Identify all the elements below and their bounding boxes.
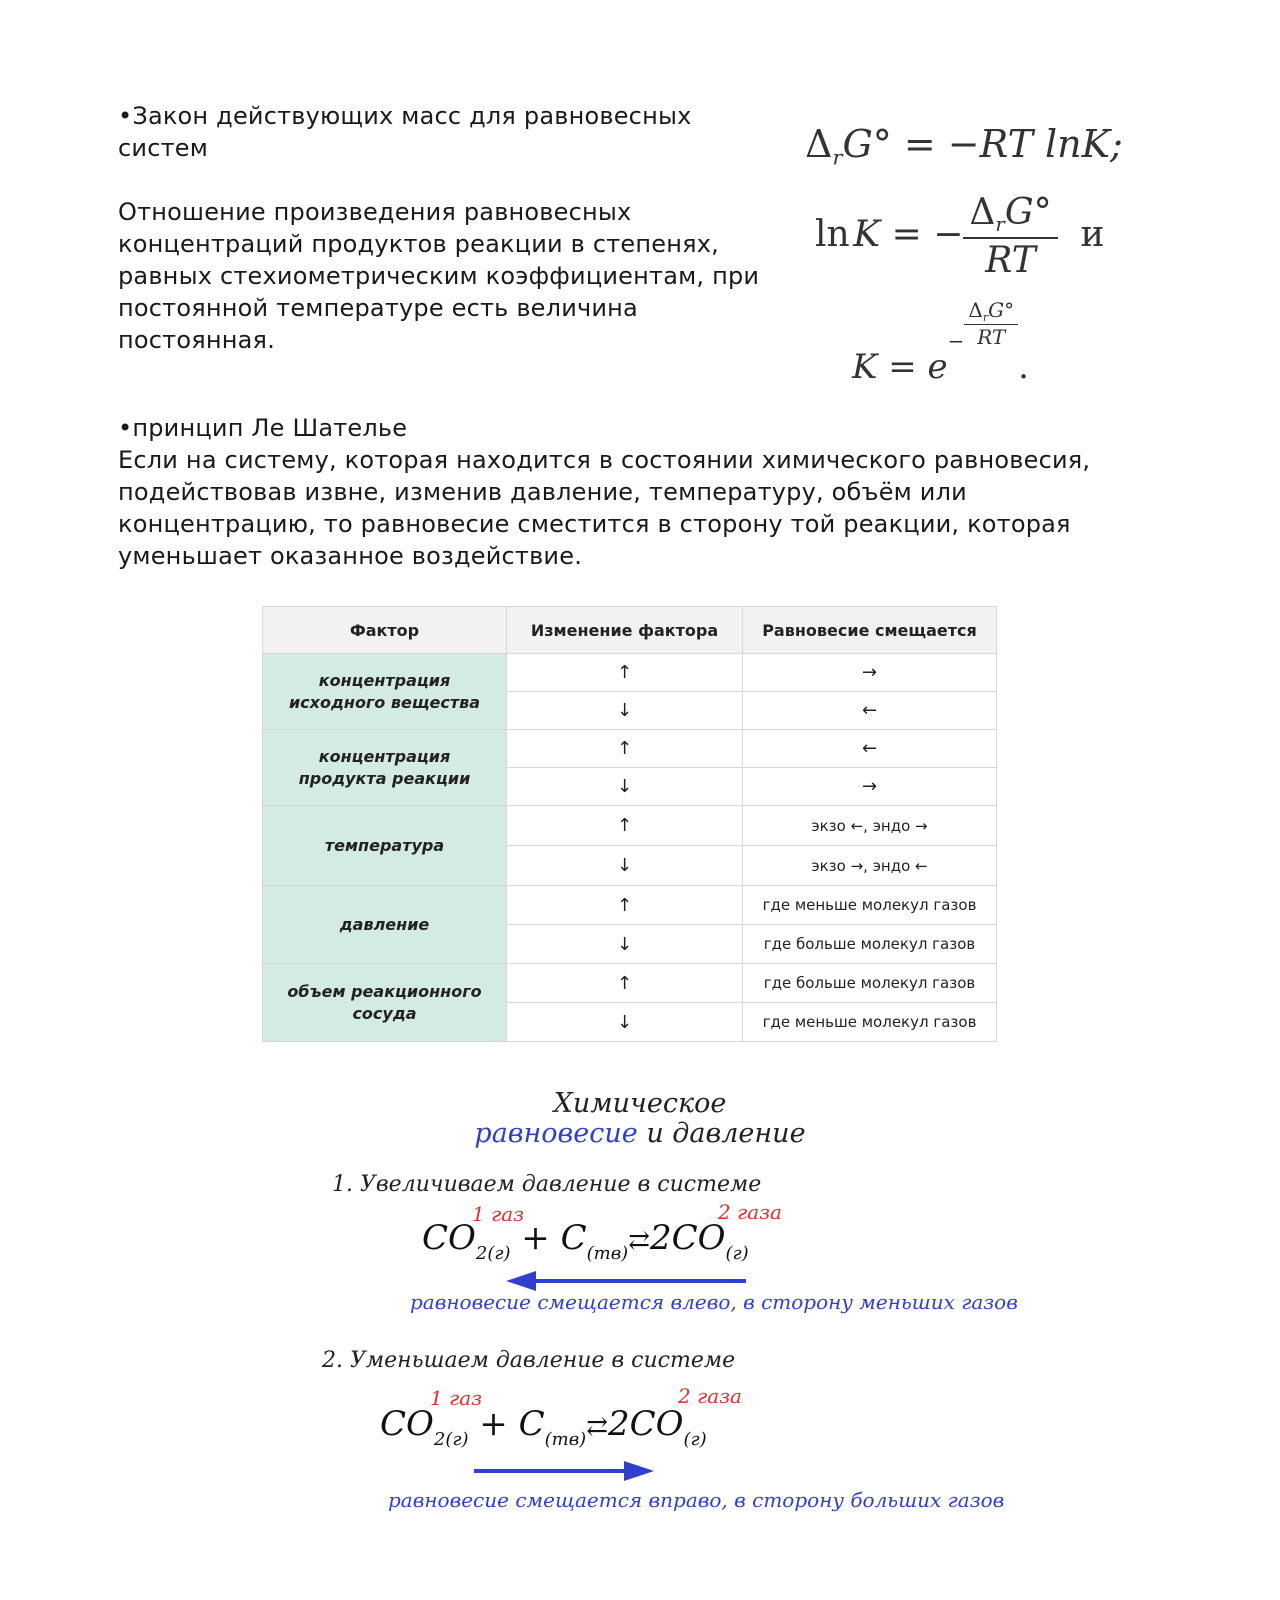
equation-2 [380,1404,707,1450]
subscript-r: r [832,145,843,170]
plus-sign: + [510,1218,561,1258]
table-row [263,806,997,846]
header-factor: Фактор [263,607,507,654]
numerator [963,192,1057,239]
k-symbol: K [853,213,881,255]
pressure-title-line2 [0,1118,1280,1149]
change-cell: ↑ [507,654,743,692]
shift-cell: ← [743,730,997,768]
factor-cell: концентрация продукта реакции [263,730,507,806]
delta-symbol: Δ [969,192,996,233]
co-formula: CO [422,1218,476,1258]
title-rest: и давление [637,1118,806,1149]
header-shift: Равновесие смещается [743,607,997,654]
co2-subscript: 2(г) [433,1429,469,1450]
arrow-head [506,1271,536,1291]
factor-table [262,606,997,1042]
le-chatelier-heading: •принцип Ле Шателье [118,414,408,442]
2co-subscript: (г) [725,1243,749,1264]
shift-cell: где меньше молекул газов [743,1003,997,1042]
c-formula: C [560,1218,587,1258]
equals-minus: = − [880,213,964,255]
le-chatelier-text: Если на систему, которая находится в состоянии химического равновесия, подействовав извне, изменив давление, температуру, объём или концентрацию, то равновесие сместится в сторону той реакции, которая уменьшает оказанное воздействие. [118,446,1091,570]
2co-formula: 2CO [608,1404,684,1444]
and-word: и [1080,213,1105,255]
change-cell: ↓ [507,846,743,886]
formula-gibbs [805,122,1123,169]
title-blue-word: равновесие [474,1118,638,1149]
exponent-denominator: RT [977,325,1006,350]
change-cell: ↓ [507,925,743,964]
ln-symbol: ln [815,213,850,255]
shift-cell: ← [743,692,997,730]
g-symbol: G° [1004,192,1052,233]
exponent-minus: − [947,329,965,354]
subscript-r: r [995,212,1005,236]
e-symbol: e [927,347,948,388]
change-cell: ↓ [507,1003,743,1042]
denominator: RT [985,239,1036,281]
pressure-title-line1: Химическое [553,1088,727,1119]
exponent-numerator [964,298,1018,325]
shift-cell: где больше молекул газов [743,964,997,1003]
change-cell: ↓ [507,692,743,730]
c-subscript: (тв) [544,1429,587,1450]
equation-1 [422,1218,749,1264]
header-change: Изменение фактора [507,607,743,654]
period: . [1018,347,1029,388]
2co-formula: 2CO [650,1218,726,1258]
gas-count-left: 1 газ [472,1202,525,1226]
co-formula: CO [380,1404,434,1444]
fraction [963,192,1057,282]
k-symbol: K; [1081,122,1123,166]
formula-lnk [815,192,1105,282]
formula-k-exp [852,298,1029,387]
gas-count-right: 2 газа [718,1200,782,1224]
shift-cell: → [743,768,997,806]
change-cell: ↓ [507,768,743,806]
step2-text: 2. Уменьшаем давление в системе [322,1348,736,1373]
change-cell: ↑ [507,964,743,1003]
step1-text: 1. Увеличиваем давление в системе [332,1172,762,1197]
shift-cell: где меньше молекул газов [743,886,997,925]
conclusion-1: равновесие смещается влево, в сторону меньших газов [410,1290,1018,1314]
equilibrium-sign: ⇄ [628,1226,650,1256]
equilibrium-sign: ⇄ [586,1412,608,1442]
factor-cell: концентрация исходного вещества [263,654,507,730]
change-cell: ↑ [507,806,743,846]
exponent-fraction [964,298,1018,350]
c-formula: C [518,1404,545,1444]
shift-cell: экзо ←, эндо → [743,806,997,846]
law-text: Отношение произведения равновесных концентраций продуктов реакции в степенях, равных стехиометрическим коэффициентам, при постоянной температуре есть величина постоянная. [118,198,760,354]
shift-cell: → [743,654,997,692]
g-symbol: G° [988,298,1015,322]
conclusion-2: равновесие смещается вправо, в сторону больших газов [388,1488,1005,1512]
gas-count-right: 2 газа [678,1384,742,1408]
change-cell: ↑ [507,730,743,768]
equals-sign: = [877,347,928,388]
factor-cell: объем реакционного сосуда [263,964,507,1042]
delta-symbol: Δ [968,298,983,322]
shift-cell: где больше молекул газов [743,925,997,964]
subscript-r: r [982,310,989,324]
co2-subscript: 2(г) [475,1243,511,1264]
change-cell: ↑ [507,886,743,925]
right-arrow-icon [474,1458,654,1484]
factor-cell: температура [263,806,507,886]
table-row [263,886,997,925]
gas-count-left: 1 газ [430,1386,483,1410]
2co-subscript: (г) [683,1429,707,1450]
k-symbol: K [852,347,878,388]
table-header-row [263,607,997,654]
plus-sign: + [468,1404,519,1444]
shift-cell: экзо →, эндо ← [743,846,997,886]
arrow-head [624,1461,654,1481]
table-row [263,964,997,1003]
factor-cell: давление [263,886,507,964]
table-row [263,654,997,692]
gibbs-expression: G° = −RT ln [842,122,1082,166]
delta-symbol: Δ [805,122,833,166]
c-subscript: (тв) [586,1243,629,1264]
law-heading: •Закон действующих масс для равновесных систем [118,102,692,162]
table-row [263,730,997,768]
